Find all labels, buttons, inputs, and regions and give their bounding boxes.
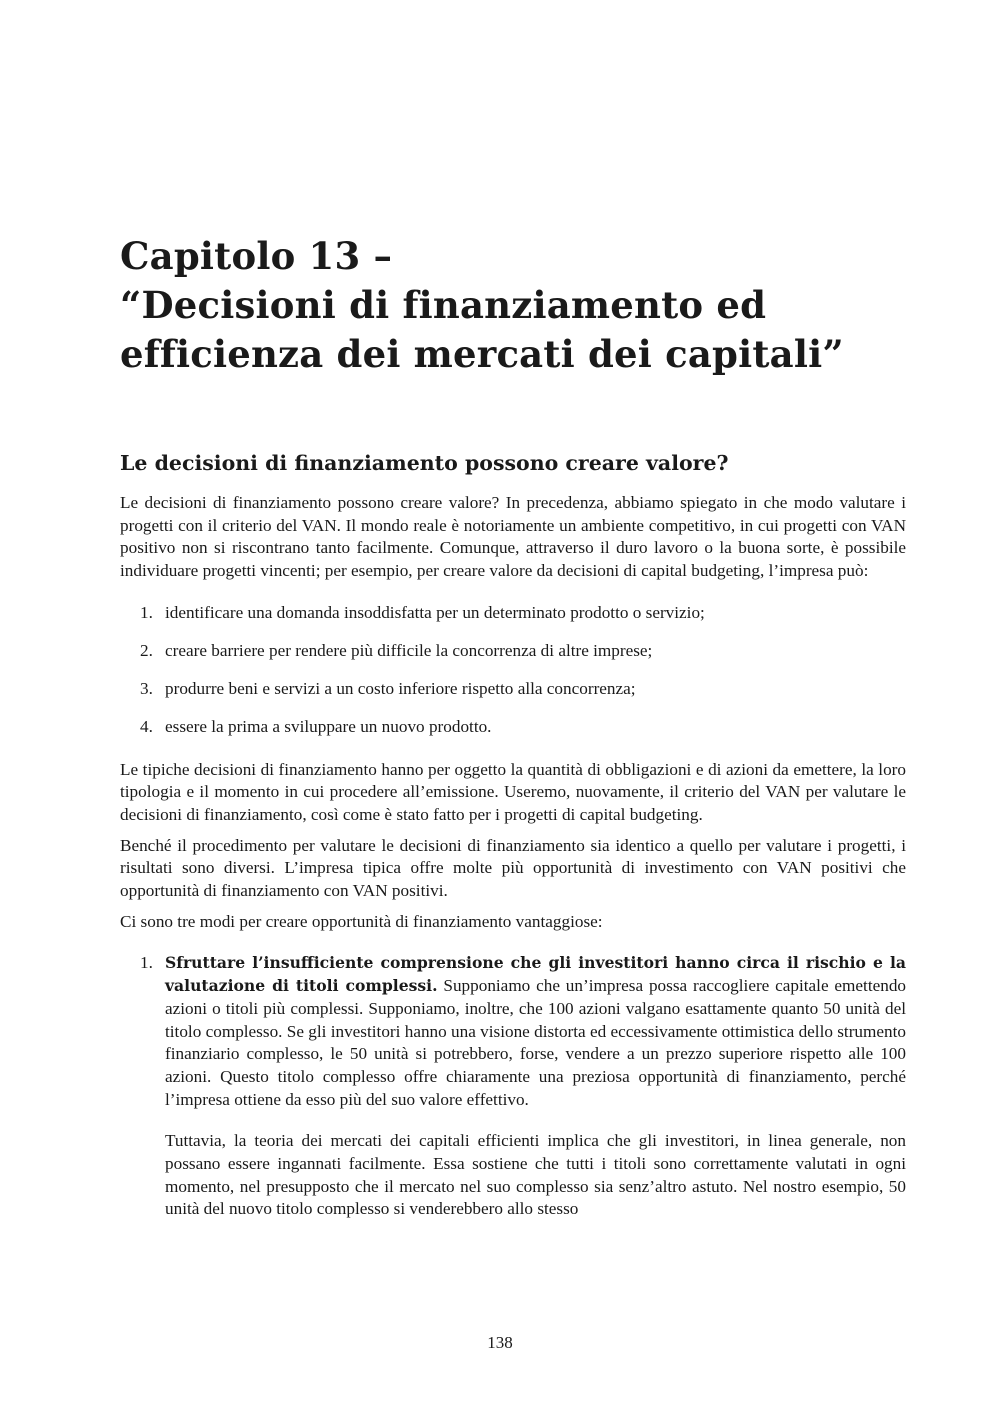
list-item <box>120 678 906 701</box>
financing-opportunities-list <box>120 952 906 1221</box>
body-text <box>120 492 906 1221</box>
list-item-text: produrre beni e servizi a un costo inferiore rispetto alla concorrenza; <box>165 678 636 698</box>
list-item-number: 4. <box>140 716 153 736</box>
list-item-continuation: Tuttavia, la teoria dei mercati dei capitali efficienti implica che gli investitori, in linea generale, non possano essere ingannati facilmente. Essa sostiene che tutti i titoli sono correttamente valutati in ogni momento, nel presupposto che il mercato nel suo complesso sia senz’altro astuto. Nel nostro esempio, 50 unità del nuovo titolo complesso si venderebbero allo stesso <box>165 1131 906 1219</box>
list-item <box>120 952 906 1221</box>
list-item-text: essere la prima a sviluppare un nuovo prodotto. <box>165 716 492 736</box>
list-item <box>120 640 906 663</box>
list-item-text: creare barriere per rendere più difficile la concorrenza di altre imprese; <box>165 640 653 660</box>
chapter-title-line-1: Capitolo 13 – <box>120 234 393 278</box>
page-number: 138 <box>487 1333 513 1352</box>
list-item-text: Supponiamo che un’impresa possa raccogliere capitale emettendo azioni o titoli più complessi. Supponiamo, inoltre, che 100 azioni valgano esattamente quanto 50 unità del titolo complesso. Se gli investitori hanno una visione distorta ed eccessivamente ottimistica dello strumento finanziario complesso, le 50 unità si potrebbero, forse, vendere a un prezzo superiore rispetto alle 100 azioni. Questo titolo complesso offre chiaramente una preziosa opportunità di finanziamento, perché l’impresa ottiene da esso più del suo valore effettivo. <box>165 976 907 1109</box>
list-item-number: 2. <box>140 640 153 660</box>
list-item-number: 3. <box>140 678 153 698</box>
list-item-text: identificare una domanda insoddisfatta per un determinato prodotto o servizio; <box>165 602 705 622</box>
chapter-title-line-2: “Decisioni di finanziamento ed <box>120 283 767 327</box>
chapter-title-line-3: efficienza dei mercati dei capitali” <box>120 332 844 376</box>
list-item-number: 1. <box>140 602 153 622</box>
section-title: Le decisioni di finanziamento possono creare valore? <box>120 451 729 475</box>
paragraph-three-ways: Ci sono tre modi per creare opportunità di finanziamento vantaggiose: <box>120 911 603 931</box>
paragraph-typical-decisions: Le tipiche decisioni di finanziamento hanno per oggetto la quantità di obbligazioni e di azioni da emettere, la loro tipologia e il momento in cui procedere all’emissione. Useremo, nuovamente, il criterio del VAN per valutare le decisioni di finanziamento, così come è stato fatto per i progetti di capital budgeting. <box>120 759 906 824</box>
capital-budgeting-list <box>120 602 906 739</box>
paragraph-although: Benché il procedimento per valutare le decisioni di finanziamento sia identico a quello per valutare i progetti, i risultati sono diversi. L’impresa tipica offre molte più opportunità di investimento con VAN positivi che opportunità di finanziamento con VAN positivi. <box>120 835 906 901</box>
list-item-number: 1. <box>140 953 153 973</box>
list-item <box>120 602 906 625</box>
list-item <box>120 716 906 739</box>
list-item-main-paragraph <box>165 952 906 1111</box>
chapter-title <box>120 232 920 379</box>
list-item-bold-lead: Sfruttare l’insufficiente comprensione che gli investitori hanno circa il rischio e la valutazione di titoli complessi. <box>165 953 906 996</box>
paragraph-intro: Le decisioni di finanziamento possono creare valore? In precedenza, abbiamo spiegato in che modo valutare i progetti con il criterio del VAN. Il mondo reale è notoriamente un ambiente competitivo, in cui progetti con VAN positivo non si riscontrano tanto facilmente. Comunque, attraverso il duro lavoro o la buona sorte, è possibile individuare progetti vincenti; per esempio, per creare valore da decisioni di capital budgeting, l’impresa può: <box>120 493 906 581</box>
